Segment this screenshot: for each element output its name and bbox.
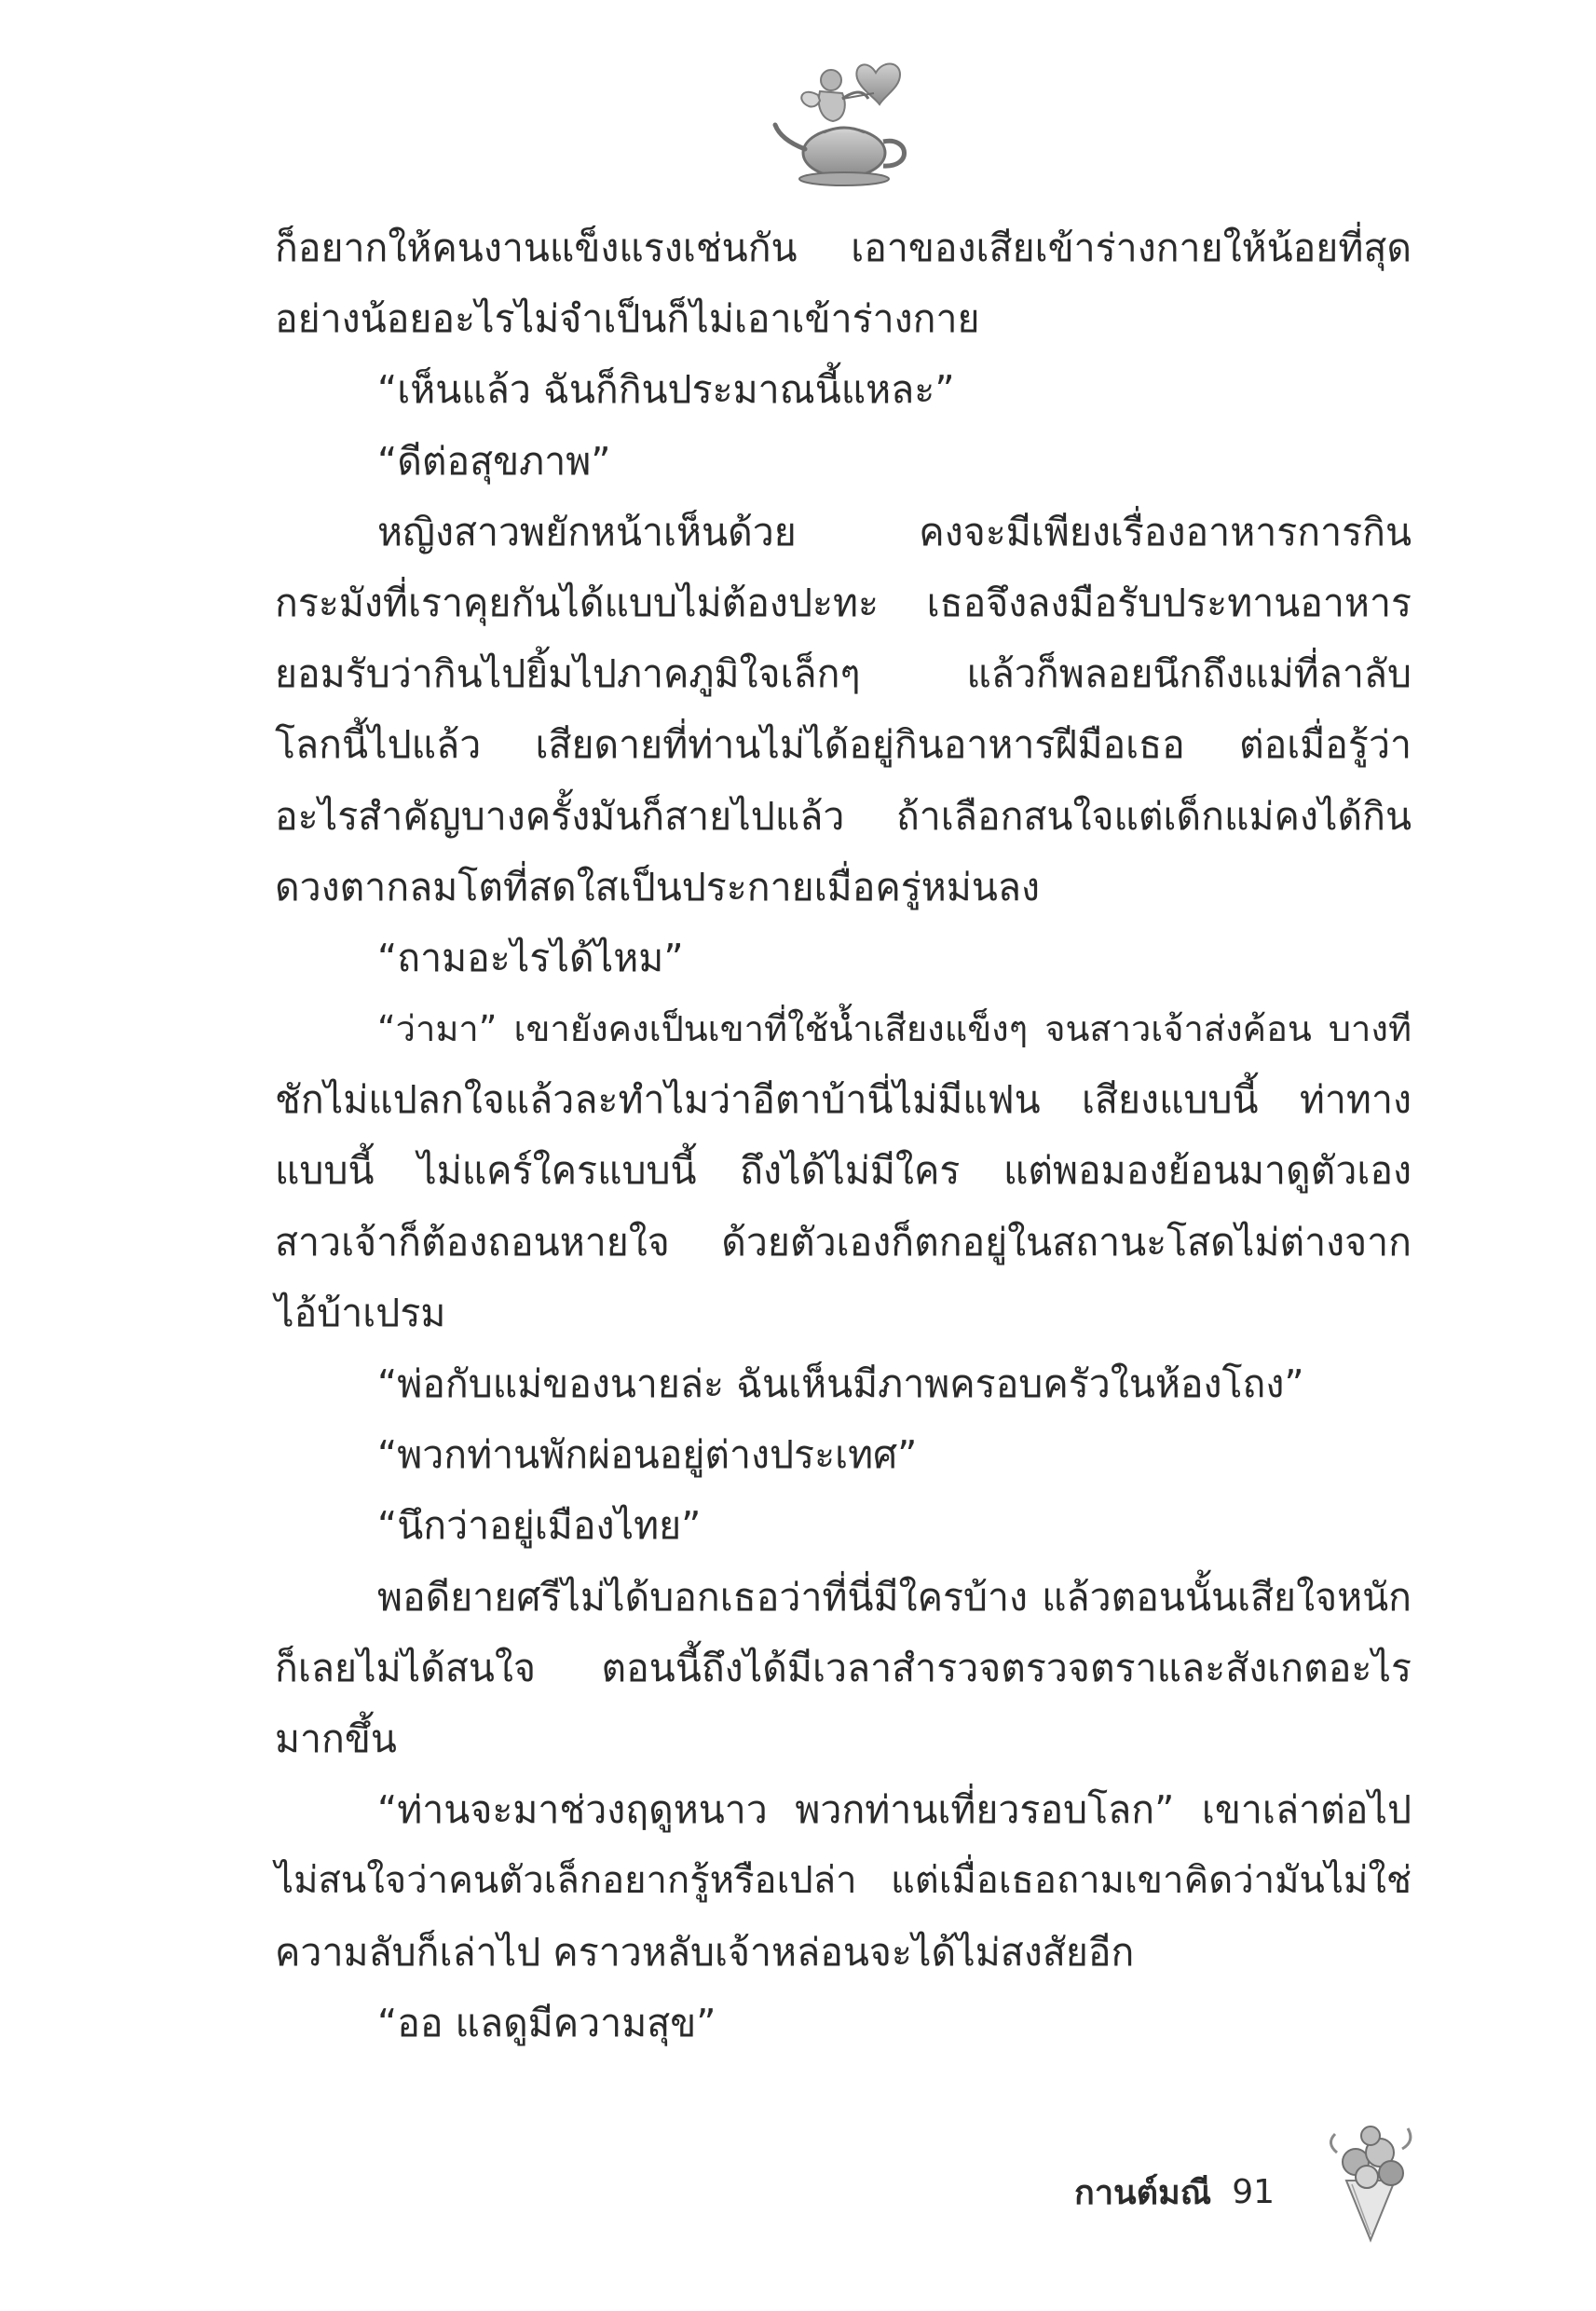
text-line: กระมังที่เราคุยกันได้แบบไม่ต้องปะทะ เธอจึงลงมือรับประทานอาหาร <box>275 580 1412 625</box>
book-title: กานต์มณี <box>1074 2173 1212 2212</box>
text-line: ความลับก็เล่าไป คราวหลับเจ้าหล่อนจะได้ไม่สงสัยอีก <box>275 1929 1135 1975</box>
text-line: ดวงตากลมโตที่สดใสเป็นประกายเมื่อครู่หม่นลง <box>275 864 1041 909</box>
text-line: พอดียายศรีไม่ได้บอกเธอว่าที่นี่มีใครบ้าง แล้วตอนนั้นเสียใจหนัก <box>377 1574 1412 1620</box>
text-line: หญิงสาวพยักหน้าเห็นด้วย คงจะมีเพียงเรื่องอาหารการกิน <box>377 509 1412 554</box>
text-line: “เห็นแล้ว ฉันก็กินประมาณนี้แหละ” <box>377 367 955 413</box>
text-line: สาวเจ้าก็ต้องถอนหายใจ ด้วยตัวเองก็ตกอยู่ในสถานะโสดไม่ต่างจาก <box>275 1219 1412 1265</box>
text-line: “พ่อกับแม่ของนายล่ะ ฉันเห็นมีภาพครอบครัวในห้องโถง” <box>377 1361 1304 1406</box>
text-line: โลกนี้ไปแล้ว เสียดายที่ท่านไม่ได้อยู่กินอาหารฝีมือเธอ ต่อเมื่อรู้ว่า <box>275 722 1412 768</box>
text-line: อย่างน้อยอะไรไม่จำเป็นก็ไม่เอาเข้าร่างกาย <box>275 296 980 342</box>
text-line: “ดีต่อสุขภาพ” <box>377 438 611 484</box>
text-line: มากขึ้น <box>275 1716 397 1761</box>
text-line: “ท่านจะมาช่วงฤดูหนาว พวกท่านเที่ยวรอบโลก” เขาเล่าต่อไป <box>377 1787 1412 1833</box>
text-line: ก็เลยไม่ได้สนใจ ตอนนี้ถึงได้มีเวลาสำรวจตรวจตราและสังเกตอะไร <box>275 1645 1412 1690</box>
text-line: แบบนี้ ไม่แคร์ใครแบบนี้ ถึงได้ไม่มีใคร แต่พอมองย้อนมาดูตัวเอง <box>275 1148 1412 1194</box>
text-line: ไม่สนใจว่าคนตัวเล็กอยากรู้หรือเปล่า แต่เมื่อเธอถามเขาคิดว่ามันไม่ใช่ <box>275 1859 1412 1903</box>
text-line: อะไรสำคัญบางครั้งมันก็สายไปแล้ว ถ้าเลือกสนใจแต่เด็กแม่คงได้กิน <box>275 793 1412 839</box>
text-line: ก็อยากให้คนงานแข็งแรงเช่นกัน เอาของเสียเข้าร่างกายให้น้อยที่สุด <box>275 226 1412 270</box>
flower-bouquet-icon <box>1318 2115 1421 2246</box>
text-line: “ออ แลดูมีความสุข” <box>377 2000 716 2045</box>
text-line: ไอ้บ้าเปรม <box>275 1290 446 1335</box>
text-line: ชักไม่แปลกใจแล้วละทำไมว่าอีตาบ้านี่ไม่มีแฟน เสียงแบบนี้ ท่าทาง <box>275 1077 1412 1123</box>
text-line: “นึกว่าอยู่เมืองไทย” <box>377 1503 702 1549</box>
text-line: “พวกท่านพักผ่อนอยู่ต่างประเทศ” <box>377 1432 918 1478</box>
teapot-cupid-icon <box>764 52 922 192</box>
body-text <box>275 212 1412 2058</box>
page-number: 91 <box>1232 2172 1275 2211</box>
text-line: “ถามอะไรได้ไหม” <box>377 935 684 980</box>
text-line: ยอมรับว่ากินไปยิ้มไปภาคภูมิใจเล็กๆ แล้วก็พลอยนึกถึงแม่ที่ลาลับ <box>275 651 1412 697</box>
text-line: “ว่ามา” เขายังคงเป็นเขาที่ใช้น้ำเสียงแข็งๆ จนสาวเจ้าส่งค้อน บางที <box>377 1008 1412 1050</box>
